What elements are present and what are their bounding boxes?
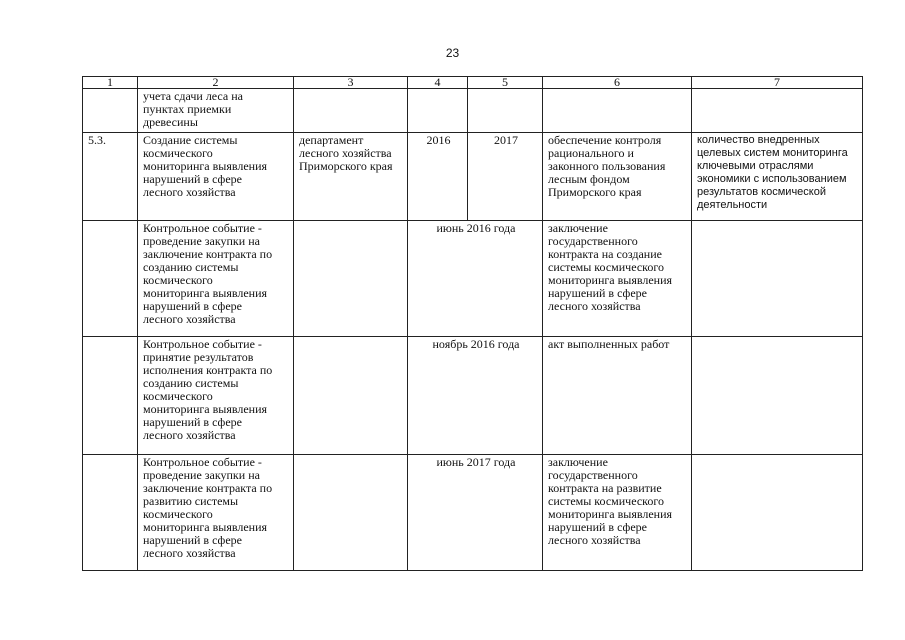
column-header-5: 5 [468, 77, 543, 89]
cell-indicator [692, 221, 863, 337]
cell-result: заключение государственного контракта на создание системы космического мониторинга выявления нарушений в сфере лесного хозяйства [543, 221, 692, 337]
cell-number [83, 221, 138, 337]
column-header-1: 1 [83, 77, 138, 89]
cell-indicator [692, 337, 863, 455]
cell-result: заключение государственного контракта на развитие системы космического мониторинга выявления нарушений в сфере лесного хозяйства [543, 455, 692, 571]
column-header-6: 6 [543, 77, 692, 89]
cell-number [83, 455, 138, 571]
cell-activity: учета сдачи леса на пунктах приемки древесины [138, 89, 294, 133]
cell-start-year: 2016 [408, 133, 468, 221]
cell-activity: Контрольное событие - проведение закупки на заключение контракта по развитию системы космического мониторинга выявления нарушений в сфере лесного хозяйства [138, 455, 294, 571]
table-row [83, 221, 863, 337]
cell-date: июнь 2017 года [408, 455, 543, 571]
table-row [83, 133, 863, 221]
header-row [83, 77, 863, 89]
cell-date: ноябрь 2016 года [408, 337, 543, 455]
cell-activity: Контрольное событие - проведение закупки на заключение контракта по созданию системы космического мониторинга выявления нарушений в сфере лесного хозяйства [138, 221, 294, 337]
cell-responsible [294, 89, 408, 133]
cell-activity: Создание системы космического мониторинга выявления нарушений в сфере лесного хозяйства [138, 133, 294, 221]
cell-result: акт выполненных работ [543, 337, 692, 455]
cell-result [543, 89, 692, 133]
cell-end-year [468, 89, 543, 133]
table-row [83, 455, 863, 571]
column-header-2: 2 [138, 77, 294, 89]
cell-number [83, 89, 138, 133]
page-number: 23 [445, 46, 460, 60]
cell-indicator: количество внедренных целевых систем мониторинга ключевыми отраслями экономики с использованием результатов космической деятельности [692, 133, 863, 221]
table-row [83, 89, 863, 133]
cell-number: 5.3. [83, 133, 138, 221]
plan-table [82, 76, 863, 571]
cell-result: обеспечение контроля рационального и законного пользования лесным фондом Приморского края [543, 133, 692, 221]
cell-activity: Контрольное событие - принятие результатов исполнения контракта по созданию системы космического мониторинга выявления нарушений в сфере лесного хозяйства [138, 337, 294, 455]
cell-end-year: 2017 [468, 133, 543, 221]
cell-start-year [408, 89, 468, 133]
table-row [83, 337, 863, 455]
cell-responsible [294, 221, 408, 337]
column-header-3: 3 [294, 77, 408, 89]
cell-date: июнь 2016 года [408, 221, 543, 337]
column-header-4: 4 [408, 77, 468, 89]
cell-indicator [692, 89, 863, 133]
cell-responsible [294, 337, 408, 455]
cell-indicator [692, 455, 863, 571]
cell-responsible: департамент лесного хозяйства Приморского края [294, 133, 408, 221]
cell-responsible [294, 455, 408, 571]
column-header-7: 7 [692, 77, 863, 89]
cell-number [83, 337, 138, 455]
